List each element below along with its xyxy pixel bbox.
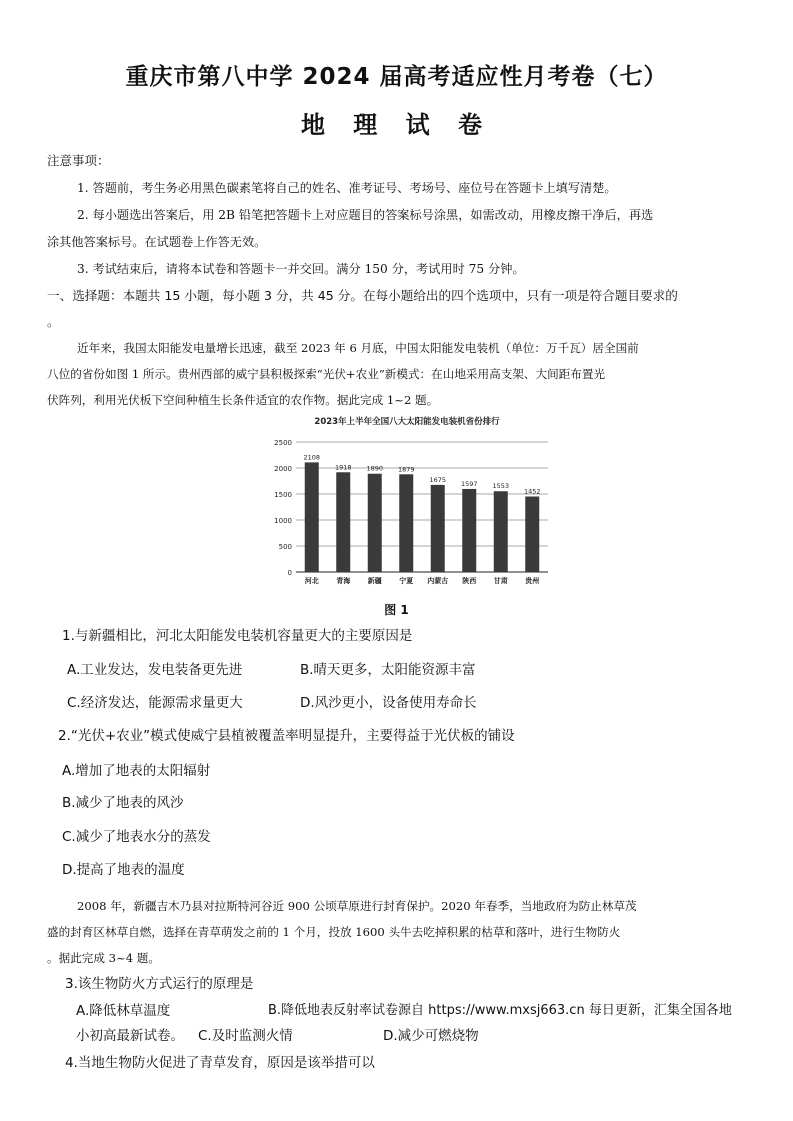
notes-item-1: 1. 答题前，考生务必用黑色碳素笔将自己的姓名、准考证号、考场号、座位号在答题卡上填写清楚。 (77, 181, 617, 195)
passage-2-line-2: 盛的封育区林草自燃，选择在青草萌发之前的 1 个月，投放 1600 头牛去吃掉积累的枯草和落叶，进行生物防火 (47, 925, 621, 939)
bar-内蒙古 (431, 485, 445, 572)
data-label: 1879 (397, 465, 415, 474)
bar-宁夏 (399, 474, 413, 572)
y-tick-label: 2500 (274, 439, 292, 447)
q2-option-c: C.减少了地表水分的蒸发 (62, 829, 211, 845)
bar-陕西 (462, 489, 476, 572)
x-tick-label: 陕西 (462, 577, 477, 585)
data-label: 2108 (303, 453, 321, 462)
figure-caption: 图 1 (384, 603, 409, 617)
data-label: 1553 (492, 482, 510, 491)
q1-option-c: C.经济发达，能源需求量更大 (67, 695, 243, 711)
x-tick-label: 甘肃 (493, 577, 508, 585)
data-label: 1675 (429, 475, 447, 484)
y-tick-label: 2000 (274, 465, 292, 473)
data-label: 1597 (460, 479, 478, 488)
y-tick-label: 0 (287, 569, 292, 577)
data-label: 1918 (334, 463, 352, 472)
q3-option-b: B.降低地表反射率试卷源自 https://www.mxsj663.cn 每日更新，汇集全国各地 (268, 1003, 732, 1018)
data-label: 1890 (366, 464, 384, 473)
x-tick-label: 河北 (304, 577, 319, 585)
q3-option-b-cont: 小初高最新试卷。 (76, 1028, 184, 1044)
q1-option-a: A.工业发达，发电装备更先进 (67, 662, 243, 678)
x-tick-label: 贵州 (525, 577, 540, 585)
x-tick-label: 内蒙古 (427, 577, 449, 585)
y-tick-label: 1500 (274, 491, 292, 499)
data-label: 1452 (523, 487, 541, 496)
exam-subtitle: 地 理 试 卷 (300, 111, 493, 139)
q3-stem: 3.该生物防火方式运行的原理是 (65, 976, 254, 992)
chart-title: 2023年上半年全国八大太阳能发电装机省份排行 (314, 417, 500, 427)
q2-stem: 2.“光伏+农业”模式使威宁县植被覆盖率明显提升，主要得益于光伏板的铺设 (58, 728, 515, 744)
notes-item-3: 3. 考试结束后，请将本试卷和答题卡一并交回。满分 150 分，考试用时 75 分钟。 (77, 262, 525, 276)
y-tick-label: 500 (278, 543, 292, 551)
bar-青海 (336, 472, 350, 572)
q2-option-d: D.提高了地表的温度 (62, 862, 185, 878)
section-heading-cont: 。 (47, 314, 60, 329)
bar-甘肃 (494, 491, 508, 572)
q1-option-d: D.风沙更小，设备使用寿命长 (300, 695, 477, 711)
bar-新疆 (368, 474, 382, 572)
x-tick-label: 宁夏 (399, 577, 414, 585)
notes-item-2-line-2: 涂其他答案标号。在试题卷上作答无效。 (47, 235, 267, 249)
q1-stem: 1.与新疆相比，河北太阳能发电装机容量更大的主要原因是 (62, 628, 413, 644)
exam-title: 重庆市第八中学 2024 届高考适应性月考卷（七） (125, 64, 668, 90)
q3-option-a: A.降低林草温度 (76, 1003, 171, 1019)
q2-option-b: B.减少了地表的风沙 (62, 795, 184, 811)
q1-option-b: B.晴天更多，太阳能资源丰富 (300, 662, 476, 678)
passage-2-line-1: 2008 年，新疆吉木乃县对拉斯特河谷近 900 公顷草原进行封育保护。2020 年春季，当地政府为防止林草茂 (77, 899, 637, 913)
bar-chart (262, 408, 552, 594)
q3-option-c: C.及时监测火情 (198, 1028, 293, 1044)
notes-item-2-line-1: 2. 每小题选出答案后，用 2B 铅笔把答题卡上对应题目的答案标号涂黑，如需改动，用橡皮擦干净后，再选 (77, 208, 654, 222)
passage-2-line-3: 。据此完成 3~4 题。 (47, 951, 160, 965)
y-tick-label: 1000 (274, 517, 292, 525)
x-tick-label: 新疆 (367, 577, 382, 585)
section-heading: 一、选择题：本题共 15 小题，每小题 3 分，共 45 分。在每小题给出的四个选项中，只有一项是符合题目要求的 (47, 288, 678, 303)
notes-heading: 注意事项： (47, 153, 110, 168)
bar-贵州 (525, 496, 539, 572)
q4-stem: 4.当地生物防火促进了青草发育，原因是该举措可以 (65, 1055, 375, 1071)
passage-1-line-1: 近年来，我国太阳能发电量增长迅速，截至 2023 年 6 月底，中国太阳能发电装机（单位：万千瓦）居全国前 (77, 341, 639, 355)
x-tick-label: 青海 (336, 577, 351, 585)
bar-河北 (305, 462, 319, 572)
q2-option-a: A.增加了地表的太阳辐射 (62, 763, 211, 779)
q3-option-d: D.减少可燃烧物 (383, 1028, 479, 1044)
passage-1-line-2: 八位的省份如图 1 所示。贵州西部的威宁县积极探索“光伏+农业”新模式：在山地采用高支架、大间距布置光 (47, 367, 606, 381)
passage-1-line-3: 伏阵列，利用光伏板下空间种植生长条件适宜的农作物。据此完成 1~2 题。 (47, 393, 439, 407)
